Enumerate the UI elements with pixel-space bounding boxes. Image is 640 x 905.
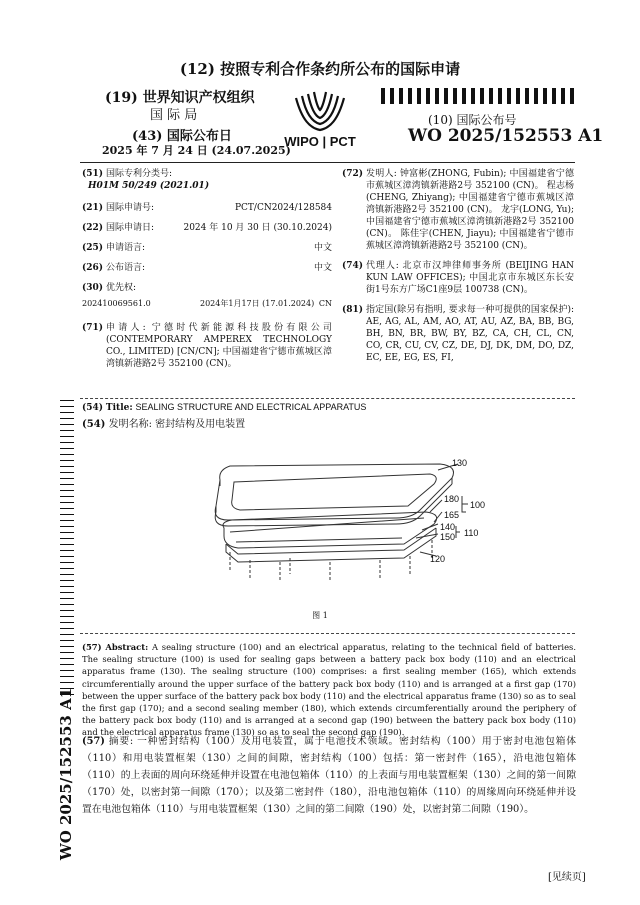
side-publication-number: WO 2025/152553 A1 <box>57 687 75 861</box>
continued-note: [见续页] <box>548 872 586 883</box>
field-label: 国际专利分类号: <box>106 169 173 179</box>
agent: (74) 代理人: 北京市汉坤律师事务所 (BEIJING HAN KUN LAW OFFICES); 中国北京市东城区东长安街1号东方广场C1座9层 100738 (CN)。 <box>342 261 574 295</box>
abstract-en: (57) Abstract: A sealing structure (100) and an electrical apparatus, relating to the technical field of batteries. The sealing structure (100) is used for sealing gaps between a battery pack box body (110) and an electrical apparatus frame (130). The sealing structure (100) comprises: a first sealing member (165), which extends circumferentially around the upper surface of the battery pack box body (110) and is arranged at a first gap (170) between the upper surface of the battery pack box body (110) and the electrical apparatus frame (130) so as to seal the first gap (170); and a second sealing member (180), which extends circumferentially around the periphery of the battery pack box body (110) and is arranged at a second gap (190) between the battery pack box body (110) and the electrical apparatus frame (130) so as to seal the second gap (190). <box>82 642 576 738</box>
side-barcode <box>60 395 74 695</box>
top-barcode <box>378 88 574 104</box>
abstract-zh: (57) 摘要: 一种密封结构（100）及用电装置，属于电池技术领域。密封结构（100）用于密封电池包箱体（110）和用电装置框架（130）之间的间隙，密封结构（100）包括：第一密封件（165），沿电池包箱体（110）的上表面的周向环绕延伸并设置在电池包箱体（110）的上表面与用电装置框架（130）之间的第一间隙（170）处，以密封第一间隙（170）；以及第二密封件（180），沿电池包箱体（110）的周缘周向环绕延伸并设置在电池包箱体（110）与用电装置框架（130）之间的第二间隙（190）处，以密封第二间隙（190）。 <box>82 736 576 815</box>
title-zh: (54) 发明名称: 密封结构及用电装置 <box>82 419 246 430</box>
wipo-logo-text: WIPO | PCT <box>284 134 356 149</box>
application-number: PCT/CN2024/128584 <box>234 203 332 213</box>
priority-row: 202410069561.0 2024年1月17日 (17.01.2024) CN <box>82 299 332 308</box>
publication-number: WO 2025/152553 A1 <box>408 126 604 146</box>
pubno-label: (10) 国际公布号 <box>428 113 517 127</box>
label-180: 180 <box>444 494 460 504</box>
pubdate-label: (43) 国际公布日 <box>132 129 232 144</box>
label-140: 140 <box>440 522 456 532</box>
applicant: (71) 申请人: 宁德时代新能源科技股份有限公司 (CONTEMPORARY AMPEREX TECHNOLOGY CO., LIMITED) [CN/CN]; 中国福建省宁德市蕉城区漳湾镇新港路2号 352100 (CN)。 <box>82 323 332 369</box>
ipc-class: H01M 50/249 (2021.01) <box>88 181 210 191</box>
wipo-logo <box>276 90 364 150</box>
inventors: (72) 发明人: 钟富彬(ZHONG, Fubin); 中国福建省宁德市蕉城区漳湾镇新港路2号 352100 (CN)。 程志杨(CHENG, Zhiyang); 中国福建省宁德市蕉城区漳湾镇新港路2号 352100 (CN)。 龙宇(LONG, Yu); 中国福建省宁德市蕉城区漳湾镇新港路2号 352100 (CN)。 陈佳宇(CHEN, Jiayu); 中国福建省宁德市蕉城区漳湾镇新港路2号 352100 (CN)。 <box>342 169 574 251</box>
pubdate: 2025 年 7 月 24 日 (24.07.2025) <box>102 144 291 157</box>
label-130: 130 <box>452 458 468 468</box>
label-120: 120 <box>430 554 446 564</box>
figure-caption: 图 1 <box>312 611 328 620</box>
organization-name: (19) 世界知识产权组织 <box>105 90 255 106</box>
label-150: 150 <box>440 532 456 542</box>
title-en: (54) Title: SEALING STRUCTURE AND ELECTRICAL APPARATUS <box>82 402 367 413</box>
designated-states: (81) 指定国(除另有指明, 要求每一种可提供的国家保护): AE, AG, AL, AM, AO, AT, AU, AZ, BA, BB, BG, BH, BN, BR, BW, BY, BZ, CA, CH, CL, CN, CO, CR, CU, CV, CZ, DE, DJ, DK, DM, DO, DZ, EC, EE, EG, ES, FI, <box>342 305 574 363</box>
left-fields: (51) 国际专利分类号: H01M 50/249 (2021.01) (21) 国际申请号: PCT/CN2024/128584 (22) 国际申请日: 2024 年 10 月 30 日 (30.10.2024) (25) 申请语言: 中文 (26) 公布语言: 中文 (30) 优先权: 202410069561.0 2024年1月17日 (17.01.2024) CN (71) 申请人: 宁德时代新能源科技股份有限公司 (CONTEMPORARY AMPEREX TECHNOLOGY CO., LIMITED) [CN/CN]; 中国福建省宁德市蕉城区漳湾镇新港路2号 352100 (CN)。 <box>82 169 332 369</box>
figure-1 <box>190 440 510 590</box>
field-num: (51) <box>82 169 104 179</box>
label-100: 100 <box>470 500 486 510</box>
right-fields <box>342 168 574 364</box>
label-110: 110 <box>464 528 479 538</box>
document-title: (12) 按照专利合作条约所公布的国际申请 <box>179 60 461 78</box>
label-165: 165 <box>444 510 460 520</box>
filing-date: 2024 年 10 月 30 日 (30.10.2024) <box>183 223 332 233</box>
organization-sub: 国 际 局 <box>150 108 198 123</box>
